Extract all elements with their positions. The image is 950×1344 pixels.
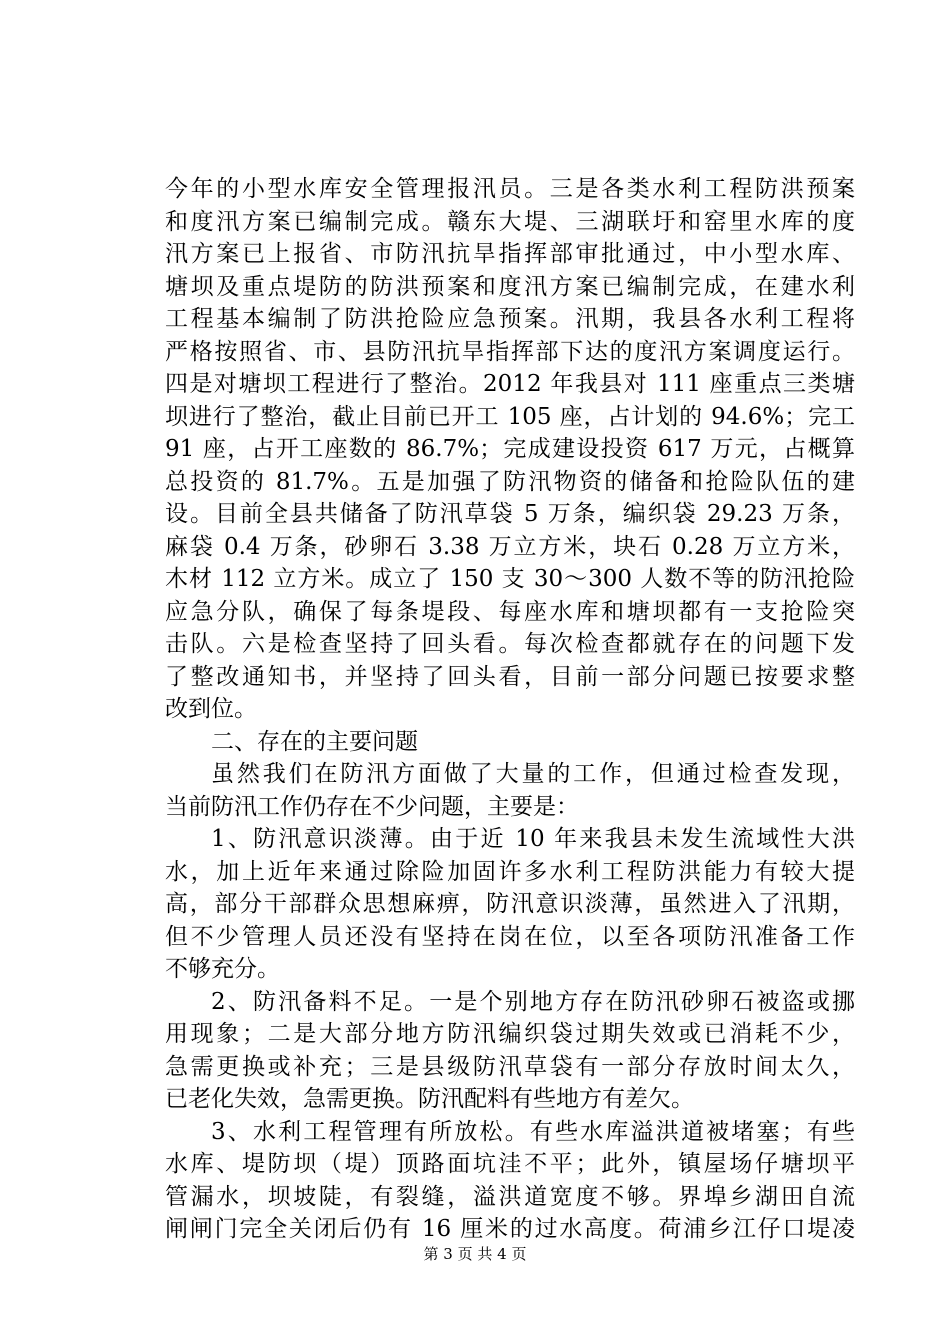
text-line: 工程基本编制了防洪抢险应急预案。汛期，我县各水利工程将 [165, 306, 855, 332]
text-line: 用现象；二是大部分地方防汛编织袋过期失效或已消耗不少， [165, 1021, 855, 1047]
text-line: 木材 112 立方米。成立了 150 支 30～300 人数不等的防汛抢险 [165, 566, 855, 592]
text-line: 麻袋 0.4 万条，砂卵石 3.38 万立方米，块石 0.28 万立方米， [165, 533, 855, 560]
text-line: 四是对塘坝工程进行了整治。2012 年我县对 111 座重点三类塘 [165, 371, 855, 397]
page-footer: 第 3 页 共 4 页 [423, 1245, 527, 1263]
text-line: 水，加上近年来通过除险加固许多水利工程防洪能力有较大提 [165, 858, 855, 885]
text-line: 和度汛方案已编制完成。赣东大堤、三湖联圩和窑里水库的度 [165, 208, 855, 235]
text-line: 1、防汛意识淡薄。由于近 10 年来我县未发生流域性大洪 [211, 826, 855, 852]
text-line: 了整改通知书，并坚持了回头看，目前一部分问题已按要求整 [165, 663, 855, 690]
text-line: 91 座，占开工座数的 86.7%；完成建设投资 617 万元，占概算 [165, 436, 855, 462]
text-line: 3、水利工程管理有所放松。有些水库溢洪道被堵塞；有些 [211, 1118, 855, 1145]
text-line: 总投资的 81.7%。五是加强了防汛物资的储备和抢险队伍的建 [165, 468, 855, 495]
text-line: 已老化失效，急需更换。防汛配料有些地方有差欠。 [165, 1086, 694, 1112]
text-line: 水库、堤防坝（堤）顶路面坑洼不平；此外，镇屋场仔塘坝平 [165, 1151, 855, 1177]
text-line: 严格按照省、市、县防汛抗旱指挥部下达的度汛方案调度运行。 [165, 338, 855, 365]
text-line: 今年的小型水库安全管理报汛员。三是各类水利工程防洪预案 [165, 176, 855, 202]
text-line: 管漏水，坝坡陡，有裂缝，溢洪道宽度不够。界埠乡湖田自流 [165, 1183, 855, 1210]
section-heading: 二、存在的主要问题 [211, 728, 418, 755]
text-line: 塘坝及重点堤防的防洪预案和度汛方案已编制完成，在建水利 [165, 273, 855, 300]
text-line: 汛方案已上报省、市防汛抗旱指挥部审批通过，中小型水库、 [165, 241, 855, 267]
text-line: 2、防汛备料不足。一是个别地方存在防汛砂卵石被盗或挪 [211, 988, 855, 1015]
text-line: 高，部分干部群众思想麻痹，防汛意识淡薄，虽然进入了汛期， [165, 891, 855, 917]
text-line: 击队。六是检查坚持了回头看。每次检查都就存在的问题下发 [165, 631, 855, 657]
text-line: 当前防汛工作仍存在不少问题，主要是： [165, 793, 579, 820]
text-line: 改到位。 [165, 696, 257, 722]
text-line: 闸闸门完全关闭后仍有 16 厘米的过水高度。荷浦乡江仔口堤凌 [165, 1216, 855, 1242]
text-line: 虽然我们在防汛方面做了大量的工作，但通过检查发现， [211, 761, 855, 787]
text-line: 急需更换或补充；三是县级防汛草袋有一部分存放时间太久， [165, 1053, 855, 1080]
text-line: 坝进行了整治，截止目前已开工 105 座，占计划的 94.6%；完工 [165, 403, 855, 430]
text-line: 不够充分。 [165, 956, 280, 982]
text-line: 但不少管理人员还没有坚持在岗在位，以至各项防汛准备工作 [165, 923, 855, 950]
body-text [165, 173, 855, 1246]
text-line: 应急分队，确保了每条堤段、每座水库和塘坝都有一支抢险突 [165, 598, 855, 625]
text-line: 设。目前全县共储备了防汛草袋 5 万条，编织袋 29.23 万条， [165, 501, 855, 527]
